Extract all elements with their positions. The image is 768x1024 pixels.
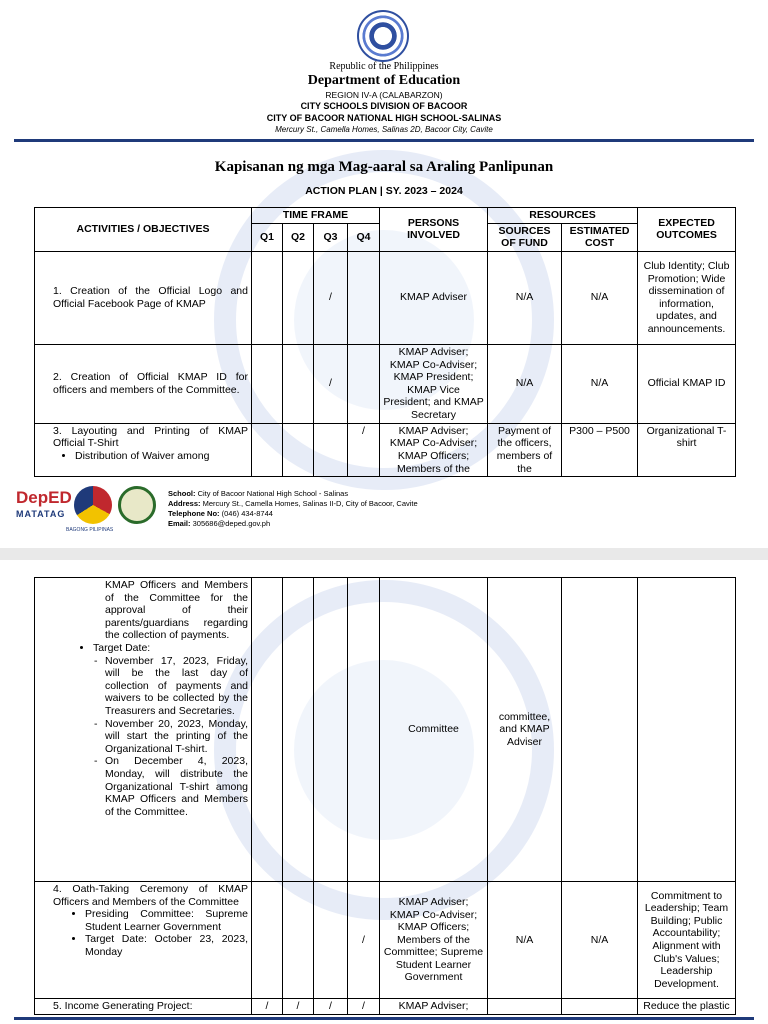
fund-cell: N/A <box>488 344 562 423</box>
outcome-cell: Club Identity; Club Promotion; Wide dissemination of information, updates, and announcements. <box>638 251 736 344</box>
persons-cell: KMAP Adviser; <box>380 999 488 1015</box>
activity-text: 4. Oath-Taking Ceremony of KMAP Officers and Members of the Committee <box>53 883 248 908</box>
document-page-2 <box>0 560 768 1024</box>
list-item: - On December 4, 2023, Monday, will distribute the Organizational T-shirt among KMAP Officers and Members of the Committee. <box>105 755 248 818</box>
q4-mark: / <box>348 999 380 1015</box>
col-resources: RESOURCES <box>488 208 638 224</box>
activity-cell <box>35 578 252 882</box>
col-q1: Q1 <box>252 223 283 251</box>
republic-line: Republic of the Philippines <box>329 61 439 72</box>
col-sources: SOURCES OF FUND <box>488 223 562 251</box>
activity-cell <box>35 423 252 476</box>
footer-address: Address: Mercury St., Camella Homes, Salinas II-D, City of Bacoor, Cavite <box>168 499 418 508</box>
doc-subtitle: ACTION PLAN | SY. 2023 – 2024 <box>305 185 463 197</box>
q2-mark: / <box>283 999 314 1015</box>
table-row <box>35 578 736 882</box>
school-line: CITY OF BACOOR NATIONAL HIGH SCHOOL-SALINAS <box>266 113 502 123</box>
list-item: - November 20, 2023, Monday, will start the printing of the Organizational T-shirt. <box>105 718 248 756</box>
q3-mark: / <box>314 251 348 344</box>
col-persons: PERSONS INVOLVED <box>380 208 488 252</box>
persons-cell: Committee <box>380 578 488 882</box>
cost-cell: N/A <box>562 882 638 999</box>
doc-title: Kapisanan ng mga Mag-aaral sa Araling Panlipunan <box>214 159 554 175</box>
fund-cell: N/A <box>488 251 562 344</box>
outcome-cell: Reduce the plastic <box>638 999 736 1015</box>
table-row <box>35 999 736 1015</box>
outcome-cell: Organizational T-shirt <box>638 423 736 476</box>
address-line: Mercury St., Camella Homes, Salinas 2D, Bacoor City, Cavite <box>275 125 493 134</box>
deped-seal-logo <box>357 10 409 62</box>
target-label: Target Date: <box>93 641 151 654</box>
activity-text: 3. Layouting and Printing of KMAP Official T-Shirt <box>53 424 248 450</box>
list-item: - November 17, 2023, Friday, will be the last day of collection of payments and waivers to be collected by the Treasurers and Secretaries. <box>105 655 248 718</box>
col-cost: ESTIMATED COST <box>562 223 638 251</box>
persons-cell: KMAP Adviser; KMAP Co-Adviser; KMAP President; KMAP Vice President; and KMAP Secretary <box>380 344 488 423</box>
table-row <box>35 423 736 476</box>
school-logo <box>118 486 156 524</box>
fund-cell: Payment of the officers, members of the <box>488 423 562 476</box>
table-row <box>35 882 736 999</box>
list-item: • Presiding Committee: Supreme Student Learner Government <box>85 908 248 933</box>
bagong-pilipinas-logo <box>74 486 112 524</box>
division-line: CITY SCHOOLS DIVISION OF BACOOR <box>300 101 468 111</box>
col-time-frame: TIME FRAME <box>252 208 380 224</box>
outcome-cell: Commitment to Leadership; Team Building; Public Accountability; Alignment with Club's Values; Leadership Development. <box>638 882 736 999</box>
persons-cell: KMAP Adviser; KMAP Co-Adviser; KMAP Officers; Members of the Committee; Supreme Student Learner Government <box>380 882 488 999</box>
col-outcomes: EXPECTED OUTCOMES <box>638 208 736 252</box>
footer-rule <box>14 1017 754 1020</box>
activity-cell: 1. Creation of the Official Logo and Official Facebook Page of KMAP <box>35 251 252 344</box>
persons-cell: KMAP Adviser; KMAP Co-Adviser; KMAP Officers; Members of the <box>380 423 488 476</box>
q4-mark: / <box>348 423 380 476</box>
region-line: REGION IV-A (CALABARZON) <box>325 90 443 100</box>
outcome-cell: Official KMAP ID <box>638 344 736 423</box>
action-plan-table <box>34 207 736 477</box>
footer-school: School: City of Bacoor National High School - Salinas <box>168 489 349 498</box>
col-q3: Q3 <box>314 223 348 251</box>
table-row <box>35 344 736 423</box>
matatag-text: MATATAG <box>16 509 66 519</box>
department-line: Department of Education <box>307 73 461 88</box>
persons-cell: KMAP Adviser <box>380 251 488 344</box>
cost-cell: P300 – P500 <box>562 423 638 476</box>
activity-cell: 2. Creation of Official KMAP ID for officers and members of the Committee. <box>35 344 252 423</box>
footer-telephone: Telephone No: (046) 434-8744 <box>168 509 273 518</box>
footer-email: Email: 305686@deped.gov.ph <box>168 519 271 528</box>
activity-text: KMAP Officers and Members of the Committee for the approval of their parents/guardians regarding the collection of payments. <box>105 579 248 642</box>
header-rule <box>14 139 754 142</box>
col-q4: Q4 <box>348 223 380 251</box>
fund-cell: committee, and KMAP Adviser <box>488 578 562 882</box>
action-plan-table-continued <box>34 577 736 1015</box>
table-row <box>35 251 736 344</box>
fund-cell: N/A <box>488 882 562 999</box>
deped-logo <box>16 488 72 519</box>
deped-logo-text: DepED <box>16 488 72 507</box>
list-item <box>93 642 248 818</box>
activity-cell: 5. Income Generating Project: <box>35 999 252 1015</box>
page-gap <box>0 548 768 560</box>
col-q2: Q2 <box>283 223 314 251</box>
q4-mark: / <box>348 882 380 999</box>
bagong-pilipinas-text: BAGONG PILIPINAS <box>66 527 114 533</box>
activity-cell <box>35 882 252 999</box>
list-item: • Distribution of Waiver among <box>75 450 248 463</box>
cost-cell: N/A <box>562 344 638 423</box>
q3-mark: / <box>314 344 348 423</box>
q1-mark: / <box>252 999 283 1015</box>
cost-cell: N/A <box>562 251 638 344</box>
q3-mark: / <box>314 999 348 1015</box>
col-activities: ACTIVITIES / OBJECTIVES <box>35 208 252 252</box>
list-item: • Target Date: October 23, 2023, Monday <box>85 933 248 958</box>
